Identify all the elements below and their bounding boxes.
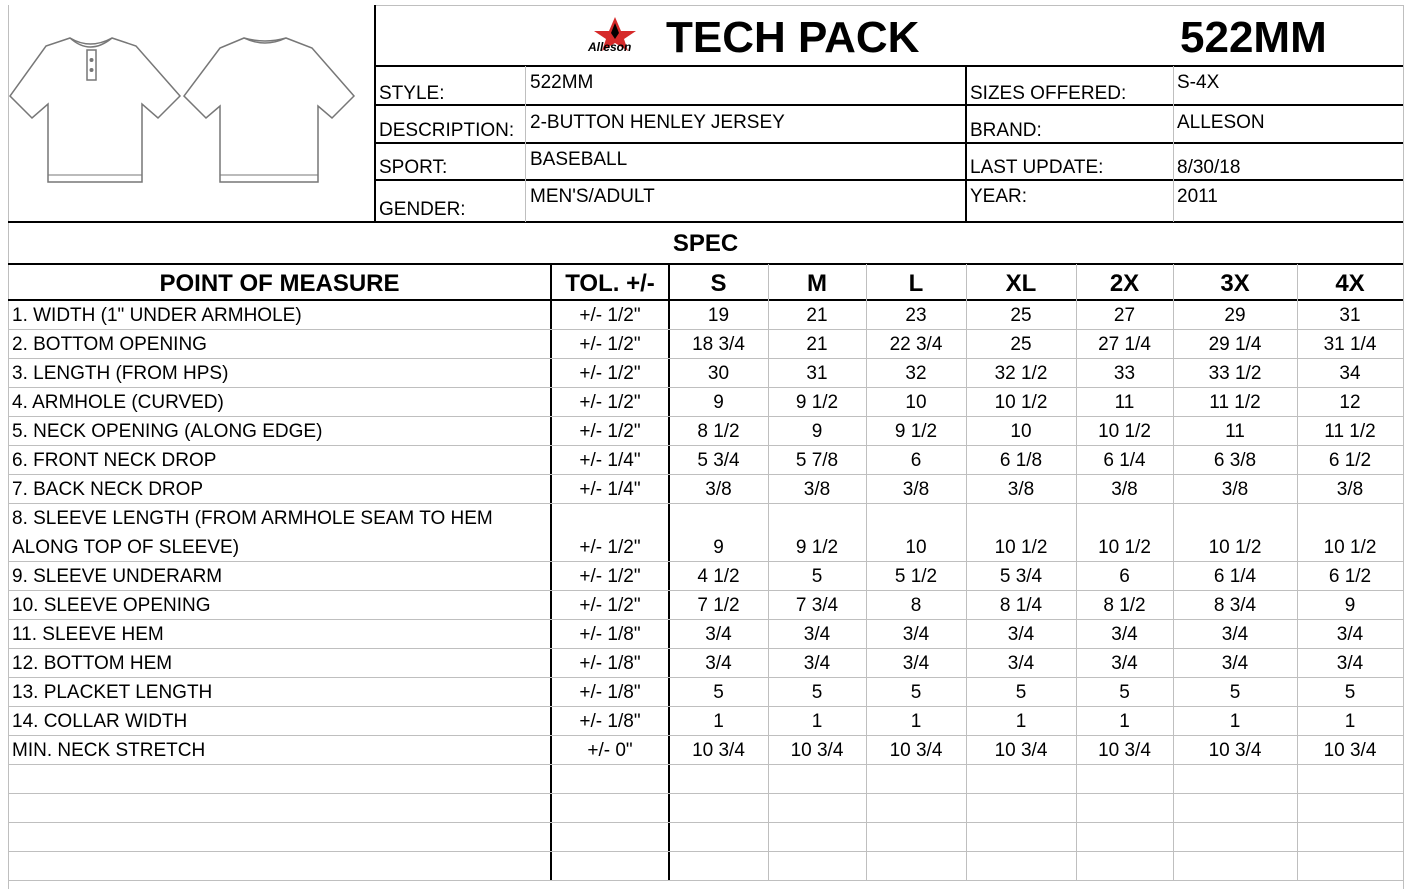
size-value-xl: 32 1/2 xyxy=(994,363,1048,384)
sport-value: BASEBALL xyxy=(530,149,628,170)
brand-label: BRAND: xyxy=(970,120,1042,141)
size-value-l: 23 xyxy=(905,305,927,326)
size-value-m: 21 xyxy=(806,305,828,326)
size-value-3x: 11 1/2 xyxy=(1209,392,1261,413)
grid-line xyxy=(8,851,1403,852)
grid-line xyxy=(375,65,1403,67)
size-value-m: 9 xyxy=(811,421,823,442)
point-of-measure: 2. BOTTOM OPENING xyxy=(12,334,207,355)
size-value-l: 6 xyxy=(910,450,922,471)
tolerance-value: +/- 1/4" xyxy=(579,479,641,500)
column-header-tolerance: TOL. +/- xyxy=(565,270,655,297)
size-value-3x: 6 3/8 xyxy=(1213,450,1257,471)
tolerance-value: +/- 1/2" xyxy=(579,392,641,413)
tolerance-value: +/- 1/2" xyxy=(579,566,641,587)
size-value-s: 1 xyxy=(713,711,724,732)
size-value-4x: 6 1/2 xyxy=(1328,566,1372,587)
size-value-s: 10 3/4 xyxy=(692,740,745,761)
size-value-xl: 6 1/8 xyxy=(999,450,1043,471)
last-update-label: LAST UPDATE: xyxy=(970,157,1104,178)
size-value-xl: 10 3/4 xyxy=(994,740,1048,761)
size-value-s: 3/4 xyxy=(705,653,732,674)
grid-line xyxy=(8,5,9,889)
size-value-2x: 10 1/2 xyxy=(1098,537,1151,558)
size-value-4x: 31 1/4 xyxy=(1323,334,1377,355)
spec-title: SPEC xyxy=(672,230,739,257)
year-label: YEAR: xyxy=(970,186,1028,207)
tolerance-value: +/- 1/2" xyxy=(579,537,641,558)
size-value-3x: 3/4 xyxy=(1221,624,1249,645)
point-of-measure: 5. NECK OPENING (ALONG EDGE) xyxy=(12,421,323,442)
size-value-4x: 9 xyxy=(1344,595,1356,616)
page-title: TECH PACK xyxy=(666,13,920,62)
grid-line xyxy=(8,735,1403,736)
style-value: 522MM xyxy=(530,72,594,93)
size-value-2x: 8 1/2 xyxy=(1103,595,1146,616)
size-value-3x: 10 3/4 xyxy=(1208,740,1262,761)
size-value-4x: 1 xyxy=(1344,711,1356,732)
size-value-3x: 11 xyxy=(1225,421,1245,442)
size-value-3x: 33 1/2 xyxy=(1208,363,1262,384)
size-value-s: 18 3/4 xyxy=(692,334,745,355)
size-value-3x: 10 1/2 xyxy=(1208,537,1262,558)
size-value-m: 10 3/4 xyxy=(790,740,844,761)
size-value-2x: 5 xyxy=(1119,682,1130,703)
size-value-s: 5 xyxy=(713,682,724,703)
size-value-xl: 25 xyxy=(1010,334,1032,355)
size-value-4x: 31 xyxy=(1339,305,1361,326)
grid-line xyxy=(8,387,1403,388)
size-value-xl: 5 3/4 xyxy=(999,566,1043,587)
point-of-measure: 9. SLEEVE UNDERARM xyxy=(12,566,223,587)
size-value-3x: 3/4 xyxy=(1221,653,1249,674)
size-value-3x: 1 xyxy=(1229,711,1241,732)
size-value-xl: 25 xyxy=(1010,305,1032,326)
size-value-s: 30 xyxy=(707,363,730,384)
size-value-l: 8 xyxy=(910,595,922,616)
size-value-l: 32 xyxy=(905,363,927,384)
grid-line xyxy=(8,677,1403,678)
size-value-s: 5 3/4 xyxy=(697,450,740,471)
size-value-s: 9 xyxy=(713,537,724,558)
size-value-4x: 3/4 xyxy=(1336,624,1364,645)
tolerance-value: +/- 1/8" xyxy=(579,682,641,703)
size-value-l: 10 3/4 xyxy=(889,740,943,761)
tolerance-value: +/- 1/8" xyxy=(579,711,641,732)
grid-line xyxy=(8,358,1403,359)
size-value-m: 3/8 xyxy=(803,479,831,500)
size-value-4x: 3/8 xyxy=(1336,479,1364,500)
year-value: 2011 xyxy=(1177,186,1218,207)
size-value-m: 7 3/4 xyxy=(795,595,839,616)
grid-line xyxy=(8,474,1403,475)
grid-line xyxy=(8,619,1403,620)
size-value-m: 5 xyxy=(811,566,823,587)
last-update-value: 8/30/18 xyxy=(1177,157,1241,178)
size-value-l: 9 1/2 xyxy=(894,421,938,442)
gender-label: GENDER: xyxy=(379,199,466,220)
grid-line xyxy=(8,880,1403,881)
grid-line xyxy=(8,445,1403,446)
size-value-s: 3/8 xyxy=(705,479,732,500)
point-of-measure-line-2: ALONG TOP OF SLEEVE) xyxy=(12,537,240,558)
size-value-4x: 10 3/4 xyxy=(1323,740,1377,761)
tolerance-value: +/- 1/2" xyxy=(579,363,641,384)
size-value-m: 9 1/2 xyxy=(795,537,839,558)
point-of-measure: 3. LENGTH (FROM HPS) xyxy=(12,363,229,384)
tolerance-value: +/- 1/2" xyxy=(579,595,641,616)
size-value-4x: 6 1/2 xyxy=(1328,450,1372,471)
size-value-xl: 8 1/4 xyxy=(999,595,1043,616)
grid-line xyxy=(1403,5,1404,889)
size-value-3x: 3/8 xyxy=(1221,479,1249,500)
size-value-4x: 10 1/2 xyxy=(1323,537,1377,558)
sizes-offered-value: S-4X xyxy=(1177,72,1220,93)
grid-line xyxy=(965,66,967,222)
garment-sketch xyxy=(8,30,358,190)
size-value-2x: 27 1/4 xyxy=(1098,334,1151,355)
size-value-3x: 29 xyxy=(1224,305,1246,326)
grid-line xyxy=(8,263,1403,265)
size-value-l: 5 xyxy=(910,682,922,703)
size-value-m: 9 1/2 xyxy=(795,392,839,413)
grid-line xyxy=(8,590,1403,591)
sport-label: SPORT: xyxy=(379,157,448,178)
size-value-2x: 6 1/4 xyxy=(1103,450,1146,471)
size-value-l: 1 xyxy=(910,711,922,732)
sizes-offered-label: SIZES OFFERED: xyxy=(970,83,1127,104)
grid-line xyxy=(374,5,376,222)
size-value-xl: 10 1/2 xyxy=(994,537,1048,558)
grid-line xyxy=(8,221,1403,223)
size-value-m: 31 xyxy=(806,363,828,384)
size-value-xl: 1 xyxy=(1015,711,1027,732)
size-value-l: 5 1/2 xyxy=(894,566,938,587)
column-header-size-xl: XL xyxy=(1005,270,1037,297)
shirt-back-sketch xyxy=(184,38,354,182)
grid-line xyxy=(8,561,1403,562)
size-value-s: 8 1/2 xyxy=(697,421,740,442)
size-value-xl: 10 1/2 xyxy=(994,392,1048,413)
style-code-heading: 522MM xyxy=(1180,13,1327,62)
grid-line xyxy=(8,764,1403,765)
point-of-measure: 11. SLEEVE HEM xyxy=(12,624,164,645)
size-value-xl: 3/4 xyxy=(1007,624,1035,645)
column-header-size-4x: 4X xyxy=(1335,270,1365,297)
grid-line xyxy=(375,142,1403,144)
size-value-2x: 3/4 xyxy=(1111,653,1138,674)
point-of-measure: 1. WIDTH (1" UNDER ARMHOLE) xyxy=(12,305,302,326)
size-value-l: 3/4 xyxy=(902,624,930,645)
column-header-size-3x: 3X xyxy=(1220,270,1250,297)
size-value-2x: 6 xyxy=(1119,566,1130,587)
grid-line xyxy=(8,416,1403,417)
tolerance-value: +/- 1/8" xyxy=(579,624,641,645)
point-of-measure: 4. ARMHOLE (CURVED) xyxy=(12,392,224,413)
size-value-xl: 5 xyxy=(1015,682,1027,703)
size-value-m: 5 7/8 xyxy=(795,450,839,471)
size-value-xl: 3/4 xyxy=(1007,653,1035,674)
size-value-xl: 3/8 xyxy=(1007,479,1035,500)
size-value-l: 3/8 xyxy=(902,479,930,500)
point-of-measure: 7. BACK NECK DROP xyxy=(12,479,204,500)
tolerance-value: +/- 1/8" xyxy=(579,653,641,674)
size-value-2x: 10 3/4 xyxy=(1098,740,1151,761)
grid-line xyxy=(8,329,1403,330)
size-value-xl: 10 xyxy=(1010,421,1032,442)
grid-line xyxy=(8,503,1403,504)
size-value-4x: 5 xyxy=(1344,682,1356,703)
gender-value: MEN'S/ADULT xyxy=(530,186,655,207)
point-of-measure: 10. SLEEVE OPENING xyxy=(12,595,211,616)
size-value-l: 10 xyxy=(905,392,927,413)
column-header-size-2x: 2X xyxy=(1109,270,1140,297)
grid-line xyxy=(8,648,1403,649)
size-value-3x: 8 3/4 xyxy=(1213,595,1257,616)
grid-line xyxy=(375,179,1403,181)
point-of-measure: 12. BOTTOM HEM xyxy=(12,653,173,674)
size-value-4x: 34 xyxy=(1339,363,1361,384)
column-header-size-l: L xyxy=(908,270,924,297)
grid-line xyxy=(375,104,1403,106)
grid-line xyxy=(375,5,1403,6)
size-value-m: 3/4 xyxy=(803,624,831,645)
size-value-2x: 27 xyxy=(1113,305,1136,326)
size-value-m: 3/4 xyxy=(803,653,831,674)
grid-line xyxy=(8,706,1403,707)
size-value-2x: 10 1/2 xyxy=(1098,421,1151,442)
tolerance-value: +/- 1/2" xyxy=(579,334,641,355)
size-value-s: 4 1/2 xyxy=(697,566,740,587)
brand-value: ALLESON xyxy=(1177,112,1265,133)
size-value-m: 5 xyxy=(811,682,823,703)
tolerance-value: +/- 1/2" xyxy=(579,421,641,442)
grid-line xyxy=(8,793,1403,794)
size-value-s: 3/4 xyxy=(705,624,732,645)
size-value-m: 21 xyxy=(806,334,828,355)
size-value-m: 1 xyxy=(811,711,823,732)
size-value-3x: 5 xyxy=(1229,682,1241,703)
grid-line xyxy=(1173,66,1174,222)
size-value-4x: 3/4 xyxy=(1336,653,1364,674)
style-label: STYLE: xyxy=(379,83,445,104)
logo-text: Alleson xyxy=(588,40,632,54)
size-value-4x: 11 1/2 xyxy=(1324,421,1376,442)
description-label: DESCRIPTION: xyxy=(379,120,515,141)
column-header-size-s: S xyxy=(710,270,727,297)
point-of-measure: 13. PLACKET LENGTH xyxy=(12,682,213,703)
size-value-2x: 11 xyxy=(1114,392,1135,413)
size-value-l: 3/4 xyxy=(902,653,930,674)
column-header-size-m: M xyxy=(807,270,827,297)
tolerance-value: +/- 1/4" xyxy=(579,450,641,471)
size-value-s: 7 1/2 xyxy=(697,595,740,616)
tolerance-value: +/- 1/2" xyxy=(579,305,641,326)
tolerance-value: +/- 0" xyxy=(587,740,633,761)
description-value: 2-BUTTON HENLEY JERSEY xyxy=(530,112,785,133)
grid-line xyxy=(8,822,1403,823)
size-value-4x: 12 xyxy=(1339,392,1361,413)
shirt-front-sketch xyxy=(10,38,180,182)
size-value-s: 19 xyxy=(707,305,730,326)
size-value-2x: 1 xyxy=(1119,711,1130,732)
size-value-3x: 29 1/4 xyxy=(1208,334,1262,355)
grid-line xyxy=(525,66,526,222)
point-of-measure: 6. FRONT NECK DROP xyxy=(12,450,217,471)
size-value-2x: 3/8 xyxy=(1111,479,1138,500)
point-of-measure: 14. COLLAR WIDTH xyxy=(12,711,188,732)
size-value-l: 22 3/4 xyxy=(889,334,943,355)
size-value-s: 9 xyxy=(713,392,724,413)
point-of-measure: MIN. NECK STRETCH xyxy=(12,740,206,761)
size-value-2x: 3/4 xyxy=(1111,624,1138,645)
grid-line xyxy=(8,299,1403,301)
column-header-point-of-measure: POINT OF MEASURE xyxy=(159,270,400,297)
size-value-2x: 33 xyxy=(1113,363,1136,384)
size-value-l: 10 xyxy=(905,537,927,558)
size-value-3x: 6 1/4 xyxy=(1213,566,1257,587)
point-of-measure-line-1: 8. SLEEVE LENGTH (FROM ARMHOLE SEAM TO HEM xyxy=(12,508,493,529)
